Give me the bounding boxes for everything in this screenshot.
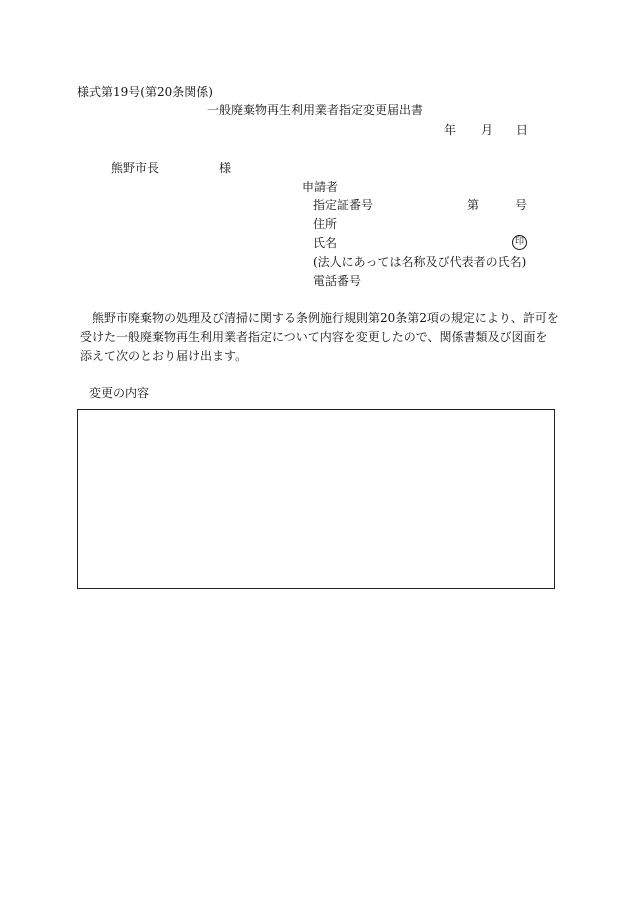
date-day-label: 日 — [516, 123, 529, 137]
cert-number-dai: 第 — [467, 198, 480, 212]
body-paragraph — [80, 309, 558, 366]
document-title: 一般廃棄物再生利用業者指定変更届出書 — [207, 103, 424, 117]
applicant-heading: 申請者 — [302, 180, 339, 194]
name-label: 氏名 — [313, 236, 338, 250]
phone-label: 電話番号 — [313, 274, 362, 288]
addressee-name: 熊野市長 — [111, 161, 160, 175]
cert-number-go: 号 — [515, 198, 528, 212]
form-number: 様式第19号(第20条関係) — [77, 85, 213, 99]
body-line-3: 添えて次のとおり届け出ます。 — [80, 349, 248, 363]
cert-number-label: 指定証番号 — [313, 198, 374, 212]
address-label: 住所 — [313, 217, 338, 231]
body-line-1: 熊野市廃棄物の処理及び清掃に関する条例施行規則第20条第2項の規定により、許可を — [80, 311, 559, 325]
change-content-heading: 変更の内容 — [89, 386, 150, 400]
body-line-2: 受けた一般廃棄物再生利用業者指定について内容を変更したので、関係書類及び図面を — [80, 330, 548, 344]
corporation-note: (法人にあっては名称及び代表者の氏名) — [313, 255, 527, 269]
date-year-label: 年 — [444, 123, 457, 137]
addressee-honorific: 様 — [219, 161, 232, 175]
change-content-box[interactable] — [77, 409, 555, 589]
date-month-label: 月 — [481, 123, 494, 137]
seal-icon: 印 — [512, 235, 527, 250]
